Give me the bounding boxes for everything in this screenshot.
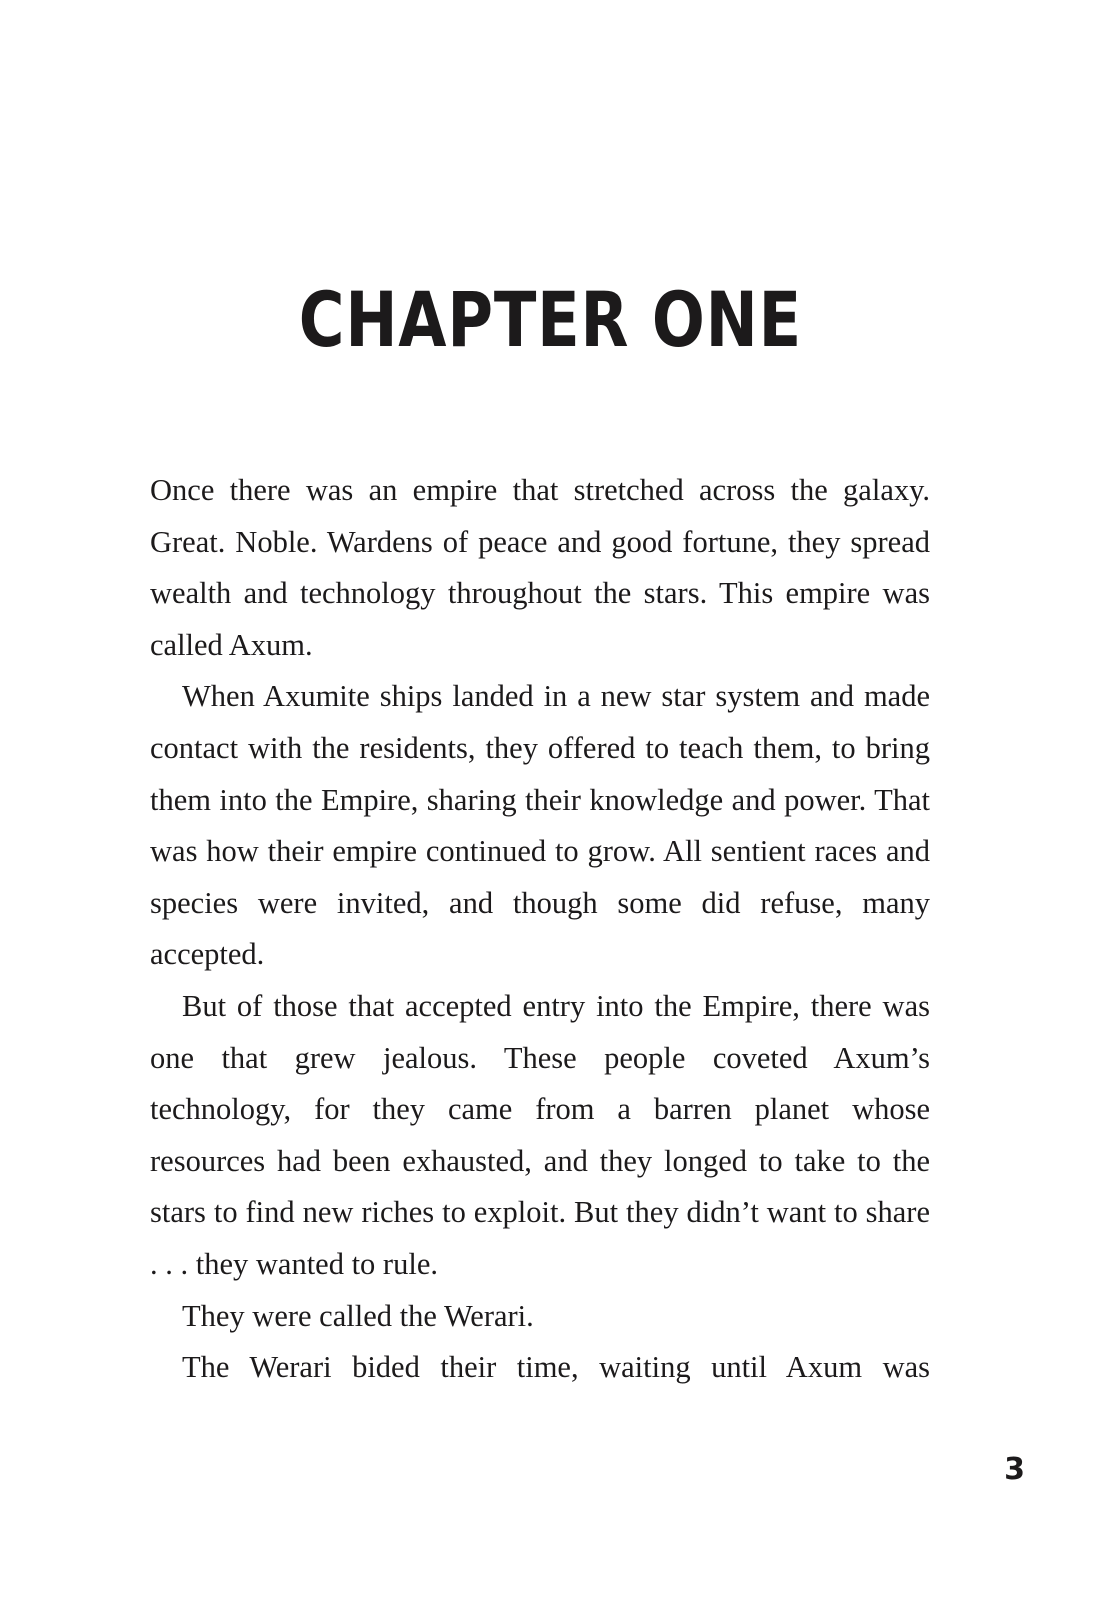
paragraph: When Axumite ships landed in a new star system and made contact with the residents, they offered to teach them, to bring them into the Empire, sharing their knowledge and power. That was how their empire continued to grow. All sentient races and species were invited, and though some did refuse, many accepted. (150, 679, 930, 972)
paragraph: Once there was an empire that stretched across the galaxy. Great. Noble. Wardens of peace and good fortune, they spread wealth and technology throughout the stars. This empire was called Axum. (150, 473, 930, 662)
paragraph: They were called the Werari. (182, 1298, 534, 1333)
paragraph: The Werari bided their time, waiting until Axum was (182, 1350, 930, 1385)
chapter-title: CHAPTER ONE (298, 275, 803, 364)
chapter-body-text (150, 465, 930, 1394)
page-number: 3 (1004, 1452, 1025, 1487)
paragraph: But of those that accepted entry into the Empire, there was one that grew jealous. These people coveted Axum’s technology, for they came from a barren planet whose resources had been exhausted, and they longed to take to the stars to find new riches to exploit. But they didn’t want to share . . . they wanted to rule. (150, 988, 930, 1281)
